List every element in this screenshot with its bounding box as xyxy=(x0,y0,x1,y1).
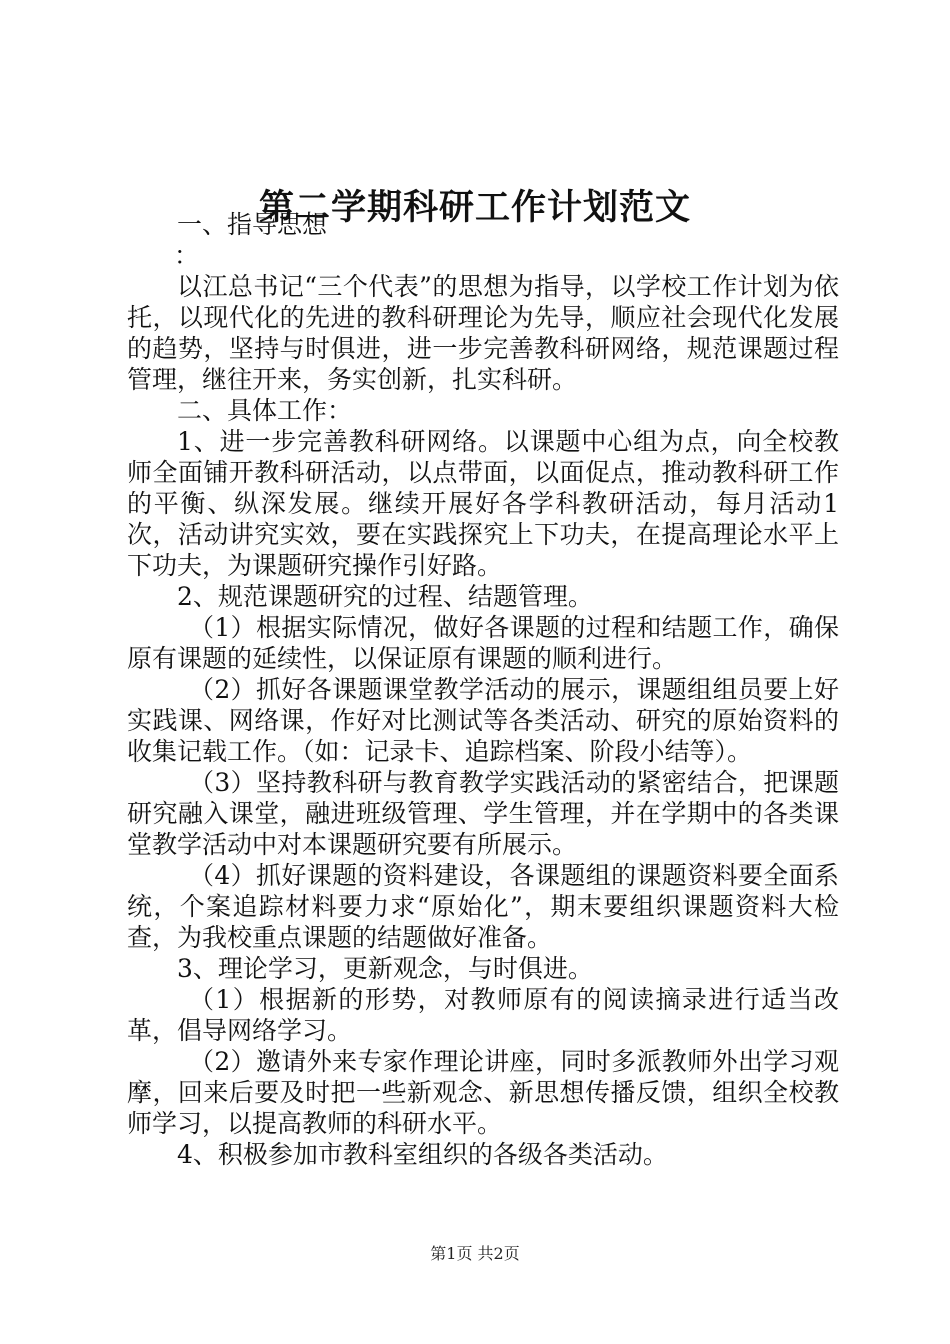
paragraph-item-3-2: （2）邀请外来专家作理论讲座，同时多派教师外出学习观摩，回来后要及时把一些新观念、新思想传播反馈，组织全校教师学习，以提高教师的科研水平。 xyxy=(127,1047,839,1138)
paragraph-item-2-4: （4）抓好课题的资料建设，各课题组的课题资料要全面系统，个案追踪材料要力求“原始化”，期末要组织课题资料大检查，为我校重点课题的结题做好准备。 xyxy=(127,861,839,952)
paragraph-item-3: 3、理论学习，更新观念，与时俱进。 xyxy=(177,954,593,983)
paragraph-item-2-1: （1）根据实际情况，做好各课题的过程和结题工作，确保原有课题的延续性，以保证原有课题的顺利进行。 xyxy=(127,613,839,673)
section-heading-guiding-thought: 一、指导思想 xyxy=(177,210,328,239)
page-number-footer: 第1页 共2页 xyxy=(430,1244,520,1263)
paragraph-guiding-thought: 以江总书记“三个代表”的思想为指导，以学校工作计划为依托，以现代化的先进的教科研理论为先导，顺应社会现代化发展的趋势，坚持与时俱进，进一步完善教科研网络，规范课题过程管理，继往开来，务实创新，扎实科研。 xyxy=(127,272,839,394)
paragraph-item-2-2: （2）抓好各课题课堂教学活动的展示，课题组组员要上好实践课、网络课，作好对比测试等各类活动、研究的原始资料的收集记载工作。（如：记录卡、追踪档案、阶段小结等）。 xyxy=(127,675,839,766)
section-heading-specific-work: 二、具体工作： xyxy=(177,396,353,425)
paragraph-item-3-1: （1）根据新的形势，对教师原有的阅读摘录进行适当改革，倡导网络学习。 xyxy=(127,985,839,1045)
document-body xyxy=(127,209,839,1170)
paragraph-item-4: 4、积极参加市教科室组织的各级各类活动。 xyxy=(177,1140,668,1169)
colon-line: ： xyxy=(174,241,200,270)
paragraph-item-1: 1、进一步完善教科研网络。以课题中心组为点，向全校教师全面铺开教科研活动，以点带面，以面促点，推动教科研工作的平衡、纵深发展。继续开展好各学科教研活动，每月活动1次，活动讲究实效，要在实践探究上下功夫，在提高理论水平上下功夫，为课题研究操作引好路。 xyxy=(127,427,839,580)
paragraph-item-2-3: （3）坚持教科研与教育教学实践活动的紧密结合，把课题研究融入课堂，融进班级管理、学生管理，并在学期中的各类课堂教学活动中对本课题研究要有所展示。 xyxy=(127,768,839,859)
paragraph-item-2: 2、规范课题研究的过程、结题管理。 xyxy=(177,582,593,611)
document-title: 第二学期科研工作计划范文 xyxy=(258,187,691,228)
